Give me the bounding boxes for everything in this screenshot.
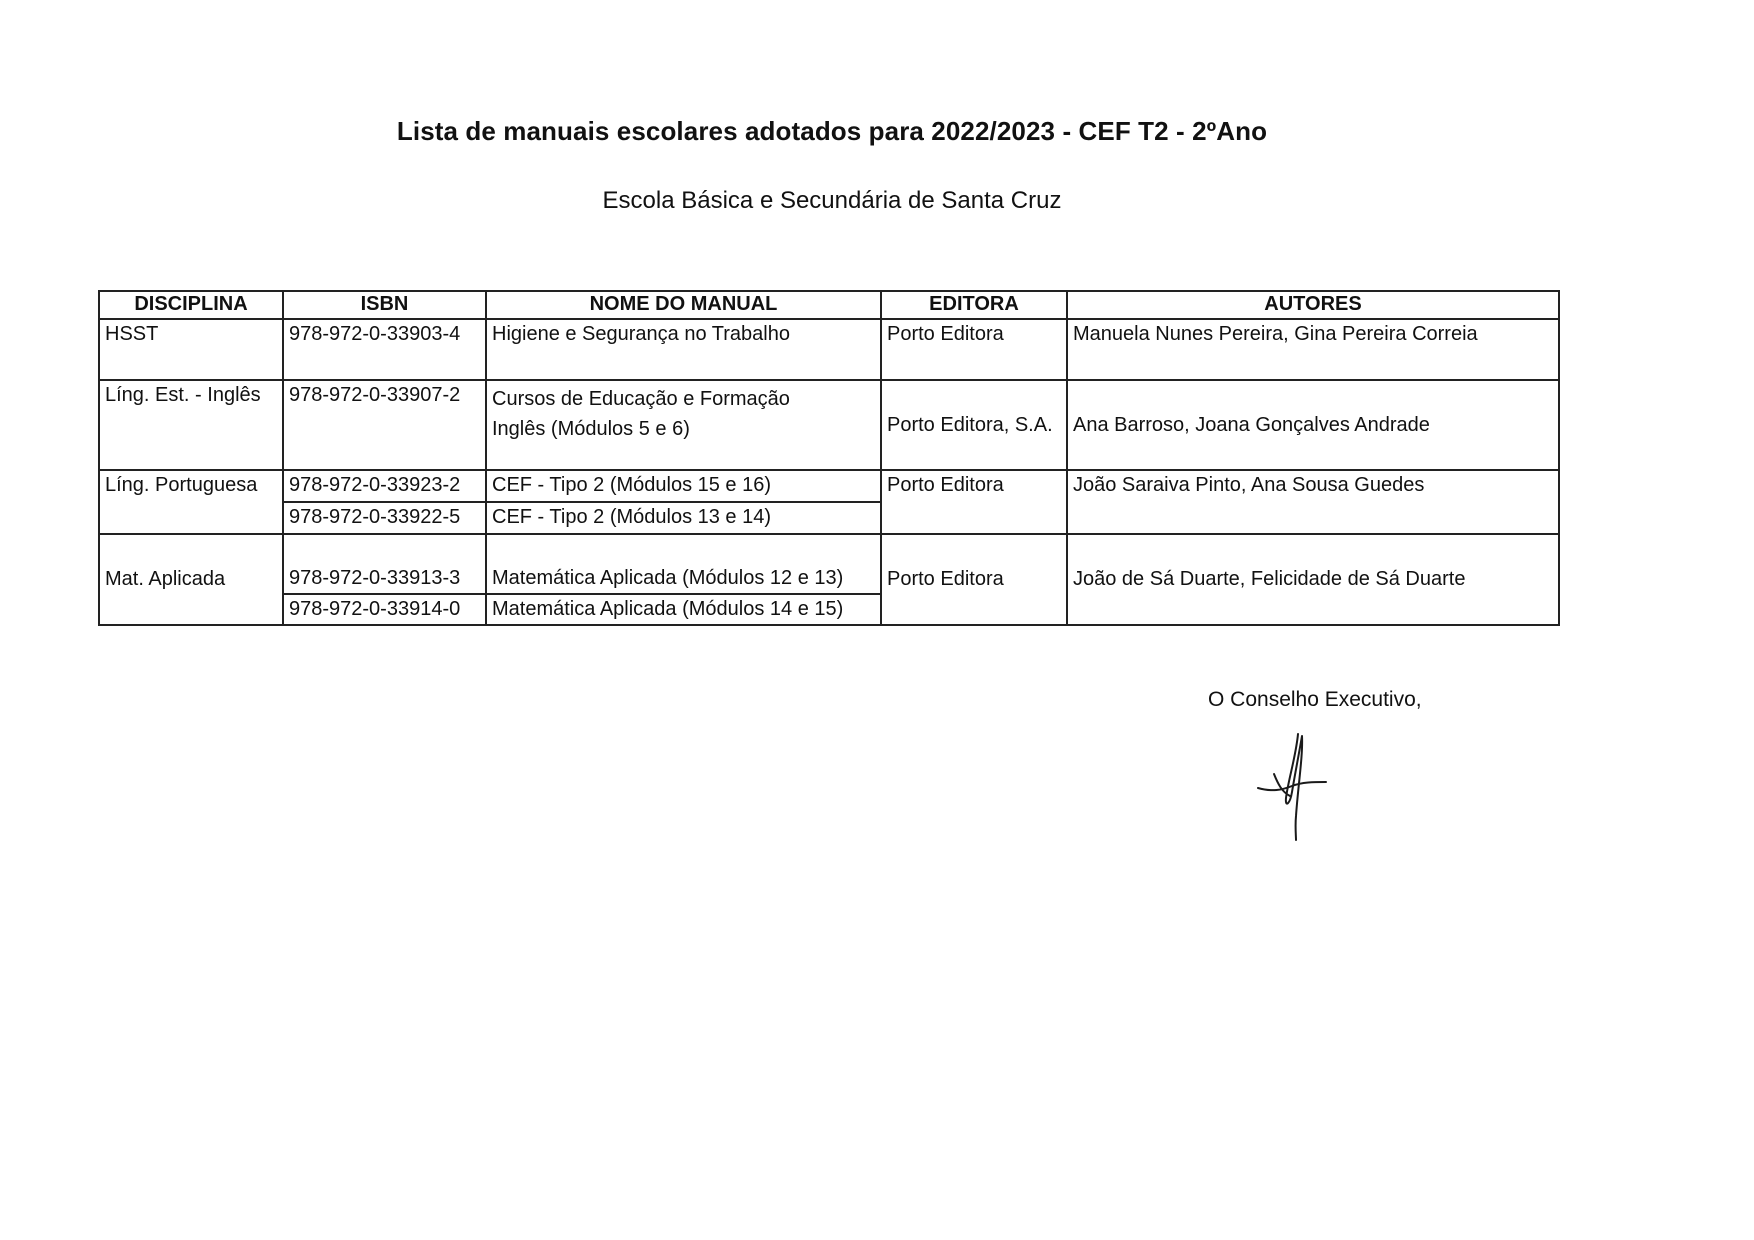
table-row	[99, 380, 1559, 470]
manual-name-cell: Matemática Aplicada (Módulos 12 e 13)	[486, 534, 881, 594]
school-name: Escola Básica e Secundária de Santa Cruz	[602, 187, 1062, 214]
signoff-text: O Conselho Executivo,	[1208, 688, 1422, 711]
document-title: Lista de manuais escolares adotados para 2022/2023 - CEF T2 - 2ºAno	[396, 116, 1268, 146]
signature-icon	[1252, 726, 1342, 846]
table-row	[99, 534, 1559, 594]
manual-name-cell: CEF - Tipo 2 (Módulos 13 e 14)	[486, 502, 881, 534]
editora-cell: Porto Editora	[881, 534, 1067, 625]
manual-name-cell: CEF - Tipo 2 (Módulos 15 e 16)	[486, 470, 881, 502]
isbn-cell: 978-972-0-33923-2	[283, 470, 486, 502]
disciplina-cell: Líng. Portuguesa	[99, 470, 283, 534]
disciplina-cell: Mat. Aplicada	[99, 534, 283, 625]
header-editora: EDITORA	[881, 291, 1067, 319]
editora-cell: Porto Editora	[881, 470, 1067, 534]
isbn-cell: 978-972-0-33903-4	[283, 319, 486, 380]
header-nome-do-manual: NOME DO MANUAL	[486, 291, 881, 319]
table-header-row	[99, 291, 1559, 319]
manual-name-cell: Matemática Aplicada (Módulos 14 e 15)	[486, 594, 881, 625]
isbn-cell: 978-972-0-33914-0	[283, 594, 486, 625]
isbn-cell: 978-972-0-33922-5	[283, 502, 486, 534]
editora-cell: Porto Editora	[881, 319, 1067, 380]
header-isbn: ISBN	[283, 291, 486, 319]
isbn-cell: 978-972-0-33913-3	[283, 534, 486, 594]
autores-cell: João Saraiva Pinto, Ana Sousa Guedes	[1067, 470, 1559, 534]
editora-cell: Porto Editora, S.A.	[881, 380, 1067, 470]
manual-name-line: Cursos de Educação e Formação	[492, 388, 790, 410]
table-row	[99, 470, 1559, 502]
manual-name-cell: Higiene e Segurança no Trabalho	[486, 319, 881, 380]
isbn-cell: 978-972-0-33907-2	[283, 380, 486, 470]
autores-cell: João de Sá Duarte, Felicidade de Sá Duarte	[1067, 534, 1559, 625]
disciplina-cell: Líng. Est. - Inglês	[99, 380, 283, 470]
autores-cell: Ana Barroso, Joana Gonçalves Andrade	[1067, 380, 1559, 470]
manuals-table	[98, 290, 1560, 626]
table-row	[99, 319, 1559, 380]
manual-name-line: Inglês (Módulos 5 e 6)	[492, 418, 690, 440]
autores-cell: Manuela Nunes Pereira, Gina Pereira Correia	[1067, 319, 1559, 380]
header-autores: AUTORES	[1067, 291, 1559, 319]
header-disciplina: DISCIPLINA	[99, 291, 283, 319]
manual-name-cell	[486, 380, 881, 470]
disciplina-cell: HSST	[99, 319, 283, 380]
